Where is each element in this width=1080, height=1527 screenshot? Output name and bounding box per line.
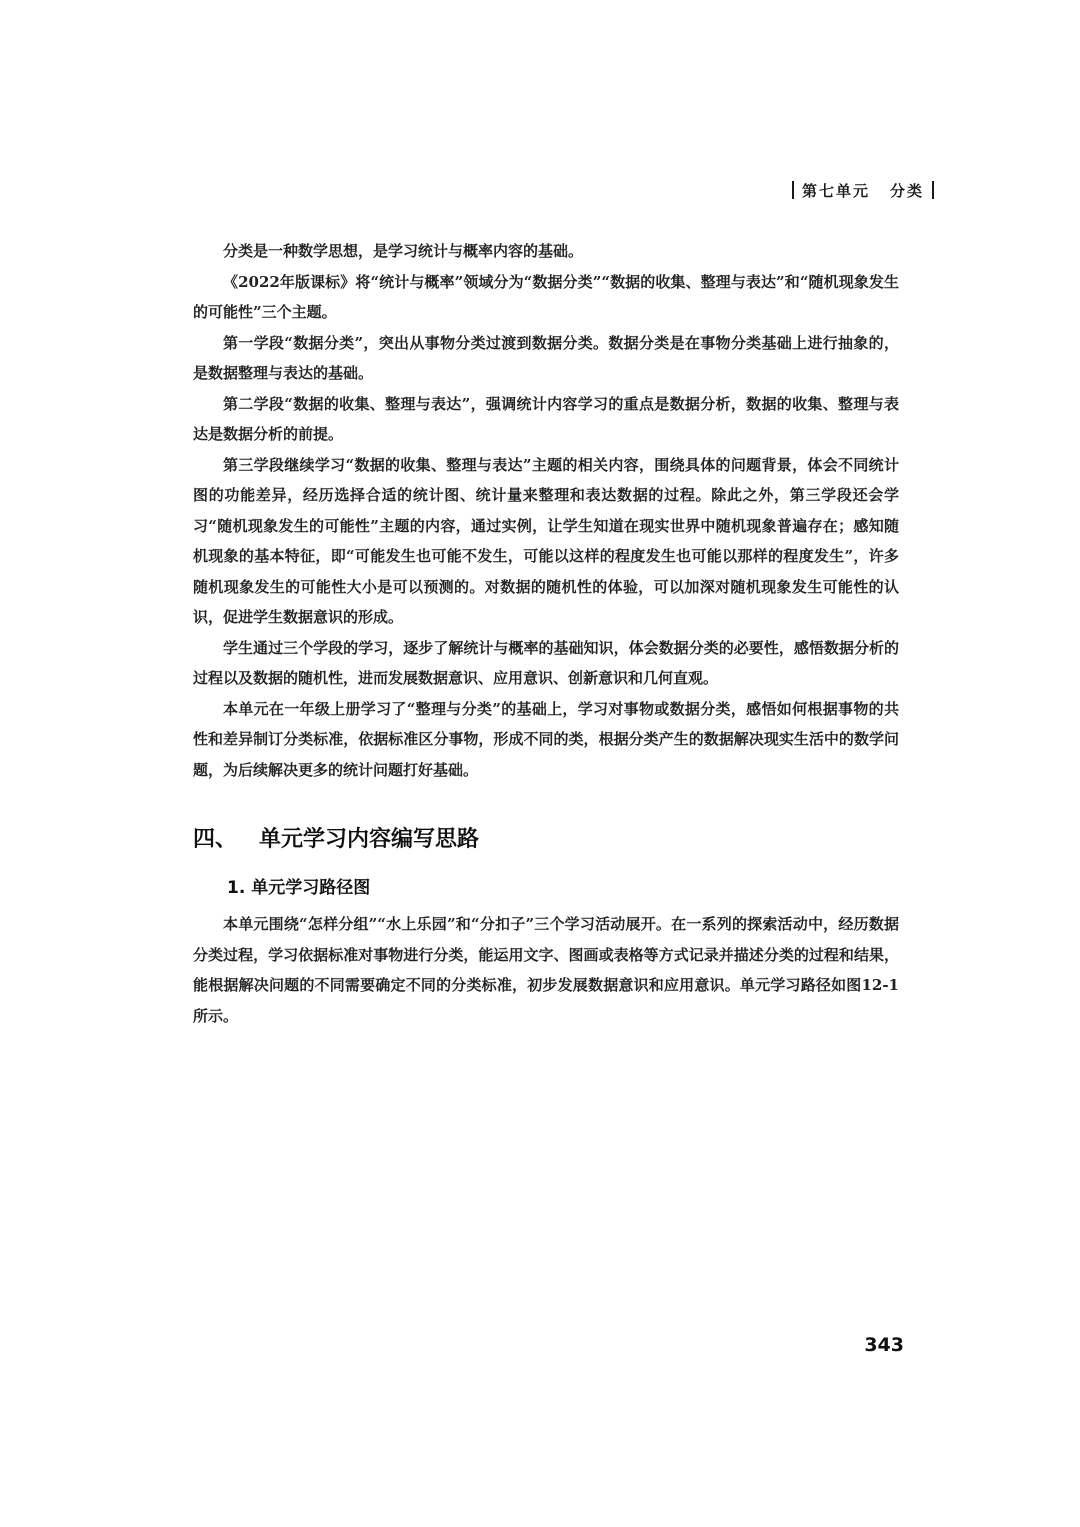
header-unit: 第七单元: [801, 182, 870, 200]
paragraph: 学生通过三个学段的学习，逐步了解统计与概率的基础知识，体会数据分类的必要性，感悟数据分析的过程以及数据的随机性，进而发展数据意识、应用意识、创新意识和几何直观。: [193, 638, 899, 687]
paragraph: 本单元围绕“怎样分组”“水上乐园”和“分扣子”三个学习活动展开。在一系列的探索活动中，经历数据分类过程，学习依据标准对事物进行分类，能运用文字、图画或表格等方式记录并描述分类的过程和结果，能根据解决问题的不同需要确定不同的分类标准，初步发展数据意识和应用意识。单元学习路径如图12-1所示。: [193, 915, 899, 1025]
section-number: 四、: [193, 827, 238, 852]
section-title: 单元学习内容编写思路: [259, 827, 480, 852]
header-right-bar: [932, 181, 934, 199]
paragraph: 《2022年版课标》将“统计与概率”领域分为“数据分类”“数据的收集、整理与表达”和“随机现象发生的可能性”三个主题。: [193, 272, 899, 321]
paragraph: 第三学段继续学习“数据的收集、整理与表达”主题的相关内容，围绕具体的问题背景，体会不同统计图的功能差异，经历选择合适的统计图、统计量来整理和表达数据的过程。除此之外，第三学段还会学习“随机现象发生的可能性”主题的内容，通过实例，让学生知道在现实世界中随机现象普遍存在；感知随机现象的基本特征，即“可能发生也可能不发生，可能以这样的程度发生也可能以那样的程度发生”，许多随机现象发生的可能性大小是可以预测的。对数据的随机性的体验，可以加深对随机现象发生可能性的认识，促进学生数据意识的形成。: [193, 455, 899, 626]
header-topic: 分类: [889, 182, 924, 200]
running-header: [784, 180, 942, 201]
body-text: [193, 236, 899, 1031]
paragraph: 本单元在一年级上册学习了“整理与分类”的基础上，学习对事物或数据分类，感悟如何根据事物的共性和差异制订分类标准，依据标准区分事物，形成不同的类，根据分类产生的数据解决现实生活中的数学问题，为后续解决更多的统计问题打好基础。: [193, 699, 899, 779]
paragraph: 分类是一种数学思想，是学习统计与概率内容的基础。: [223, 242, 584, 260]
header-left-bar: [792, 181, 794, 199]
page-number: 343: [864, 1334, 904, 1356]
paragraph: 第二学段“数据的收集、整理与表达”，强调统计内容学习的重点是数据分析，数据的收集、整理与表达是数据分析的前提。: [193, 394, 899, 443]
paragraph: 第一学段“数据分类”，突出从事物分类过渡到数据分类。数据分类是在事物分类基础上进行抽象的，是数据整理与表达的基础。: [193, 333, 899, 382]
section-heading: [193, 825, 899, 855]
subsection-heading: 1. 单元学习路径图: [227, 878, 371, 898]
